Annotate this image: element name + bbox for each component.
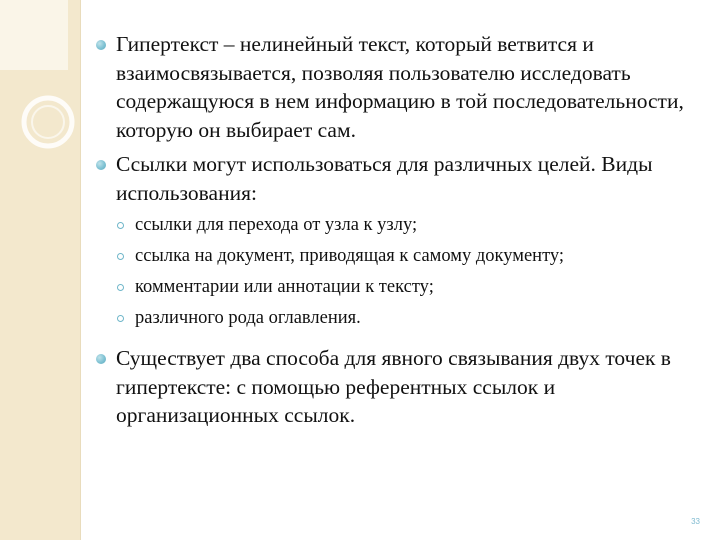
bullet-item (96, 30, 701, 144)
ring-bullet-icon (117, 222, 124, 229)
side-panel (0, 0, 80, 540)
sub-bullet-item (96, 275, 701, 299)
decorative-inner-ring (32, 106, 64, 138)
ring-bullet-icon (117, 253, 124, 260)
sub-bullet-text: различного рода оглавления. (135, 308, 361, 328)
bullet-item (96, 150, 701, 207)
bullet-item (96, 344, 701, 430)
bullet-dot-icon (96, 354, 106, 364)
sub-bullet-item (96, 244, 701, 268)
page-number: 33 (691, 517, 700, 526)
sub-bullet-text: ссылки для перехода от узла к узлу; (135, 215, 418, 235)
sub-bullet-item (96, 213, 701, 237)
bullet-dot-icon (96, 160, 106, 170)
sub-bullet-text: ссылка на документ, приводящая к самому документу; (135, 246, 565, 266)
bullet-text: Гипертекст – нелинейный текст, который ветвится и взаимосвязывается, позволяя пользователю исследовать содержащуюся в нем информацию в той последовательности, которую он выбирает сам. (116, 32, 684, 142)
ring-bullet-icon (117, 284, 124, 291)
sub-bullet-item (96, 306, 701, 330)
decorative-circles (0, 0, 110, 200)
ring-bullet-icon (117, 315, 124, 322)
bullet-text: Существует два способа для явного связывания двух точек в гипертексте: с помощью референтных ссылок и организационных ссылок. (116, 346, 671, 427)
decorative-square (0, 0, 68, 70)
sub-bullet-list (96, 213, 701, 330)
bullet-text: Ссылки могут использоваться для различных целей. Виды использования: (116, 152, 653, 205)
sub-bullet-text: комментарии или аннотации к тексту; (135, 277, 434, 297)
slide-content (96, 30, 701, 436)
bullet-dot-icon (96, 40, 106, 50)
